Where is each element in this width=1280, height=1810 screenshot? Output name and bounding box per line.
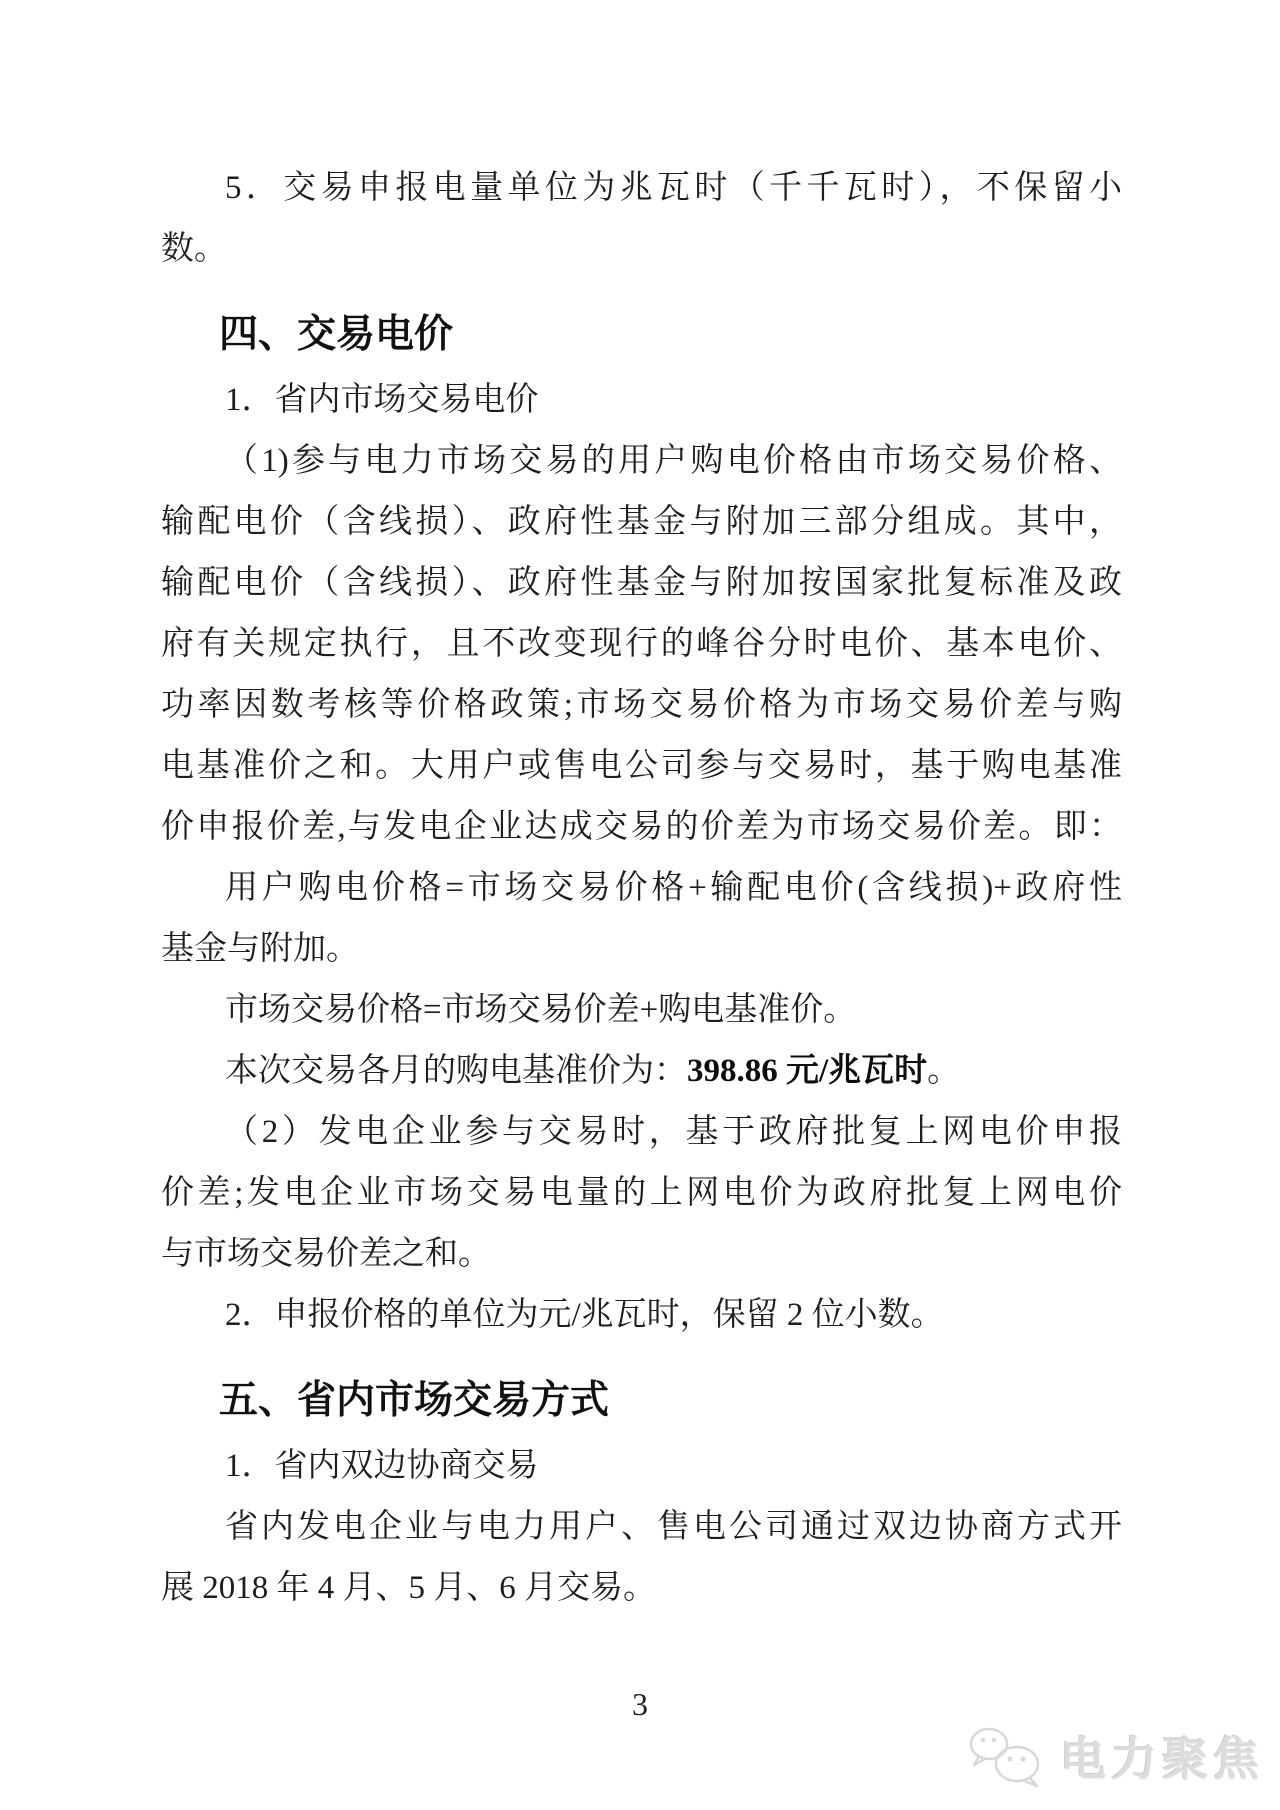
text-segment: 1．省内市场交易电价 bbox=[225, 382, 539, 418]
watermark bbox=[964, 1722, 1264, 1790]
text-segment: 1．省内双边协商交易 bbox=[225, 1448, 539, 1484]
text-line bbox=[161, 1285, 1122, 1346]
text-line bbox=[161, 858, 1122, 919]
text-line bbox=[161, 1558, 1122, 1619]
page-number: 3 bbox=[632, 1686, 648, 1722]
text-segment: （1)参与电力市场交易的用户购电价格由市场交易价格、 bbox=[225, 443, 1122, 479]
text-segment: 省内发电企业与电力用户、售电公司通过双边协商方式开 bbox=[225, 1509, 1122, 1545]
text-segment: 5．交易申报电量单位为兆瓦时（千千瓦时），不保留小 bbox=[225, 170, 1122, 206]
text-line bbox=[161, 553, 1122, 614]
text-line bbox=[161, 1163, 1122, 1224]
text-line bbox=[161, 1224, 1122, 1285]
text-line bbox=[161, 675, 1122, 736]
text-segment: 五、省内市场交易方式 bbox=[219, 1379, 610, 1422]
text-line bbox=[161, 1497, 1122, 1558]
text-segment: 2．申报价格的单位为元/兆瓦时，保留 2 位小数。 bbox=[225, 1297, 944, 1333]
text-segment: 展 2018 年 4 月、5 月、6 月交易。 bbox=[161, 1570, 656, 1606]
text-line bbox=[161, 614, 1122, 675]
text-segment: 用户购电价格=市场交易价格+输配电价(含线损)+政府性 bbox=[225, 870, 1122, 906]
text-line bbox=[161, 797, 1122, 858]
text-line bbox=[161, 219, 1122, 280]
text-segment: 本次交易各月的购电基准价为： bbox=[225, 1053, 687, 1089]
text-segment: 基金与附加。 bbox=[161, 931, 359, 967]
text-line bbox=[161, 736, 1122, 797]
text-segment: 与市场交易价差之和。 bbox=[161, 1236, 491, 1272]
text-line bbox=[161, 919, 1122, 980]
text-segment: 电基准价之和。大用户或售电公司参与交易时，基于购电基准 bbox=[161, 748, 1122, 784]
section-heading bbox=[161, 1368, 1122, 1434]
text-segment: 价申报价差,与发电企业达成交易的价差为市场交易价差。即： bbox=[161, 809, 1122, 845]
text-segment: 价差;发电企业市场交易电量的上网电价为政府批复上网电价 bbox=[161, 1175, 1122, 1211]
text-segment: 数。 bbox=[161, 231, 227, 267]
text-segment: 功率因数考核等价格政策;市场交易价格为市场交易价差与购 bbox=[161, 687, 1122, 723]
text-segment: 四、交易电价 bbox=[219, 313, 454, 356]
text-segment: 。 bbox=[927, 1053, 961, 1089]
document-body bbox=[161, 158, 1122, 1619]
text-segment: 市场交易价格=市场交易价差+购电基准价。 bbox=[225, 992, 857, 1028]
emphasized-text: 398.86 元/兆瓦时 bbox=[687, 1053, 928, 1089]
text-line bbox=[161, 1041, 1122, 1102]
section-heading bbox=[161, 302, 1122, 368]
watermark-label: 电力聚焦 bbox=[1060, 1733, 1264, 1785]
text-segment: 输配电价（含线损）、政府性基金与附加按国家批复标准及政 bbox=[161, 565, 1122, 601]
text-line bbox=[161, 431, 1122, 492]
text-line bbox=[161, 158, 1122, 219]
text-segment: 府有关规定执行，且不改变现行的峰谷分时电价、基本电价、 bbox=[161, 626, 1122, 662]
text-line bbox=[161, 492, 1122, 553]
text-line bbox=[161, 370, 1122, 431]
wechat-icon bbox=[964, 1722, 1048, 1790]
text-segment: 输配电价（含线损）、政府性基金与附加三部分组成。其中， bbox=[161, 504, 1122, 540]
text-line bbox=[161, 980, 1122, 1041]
text-line bbox=[161, 1436, 1122, 1497]
text-line bbox=[161, 1102, 1122, 1163]
text-segment: （2）发电企业参与交易时，基于政府批复上网电价申报 bbox=[225, 1114, 1122, 1150]
